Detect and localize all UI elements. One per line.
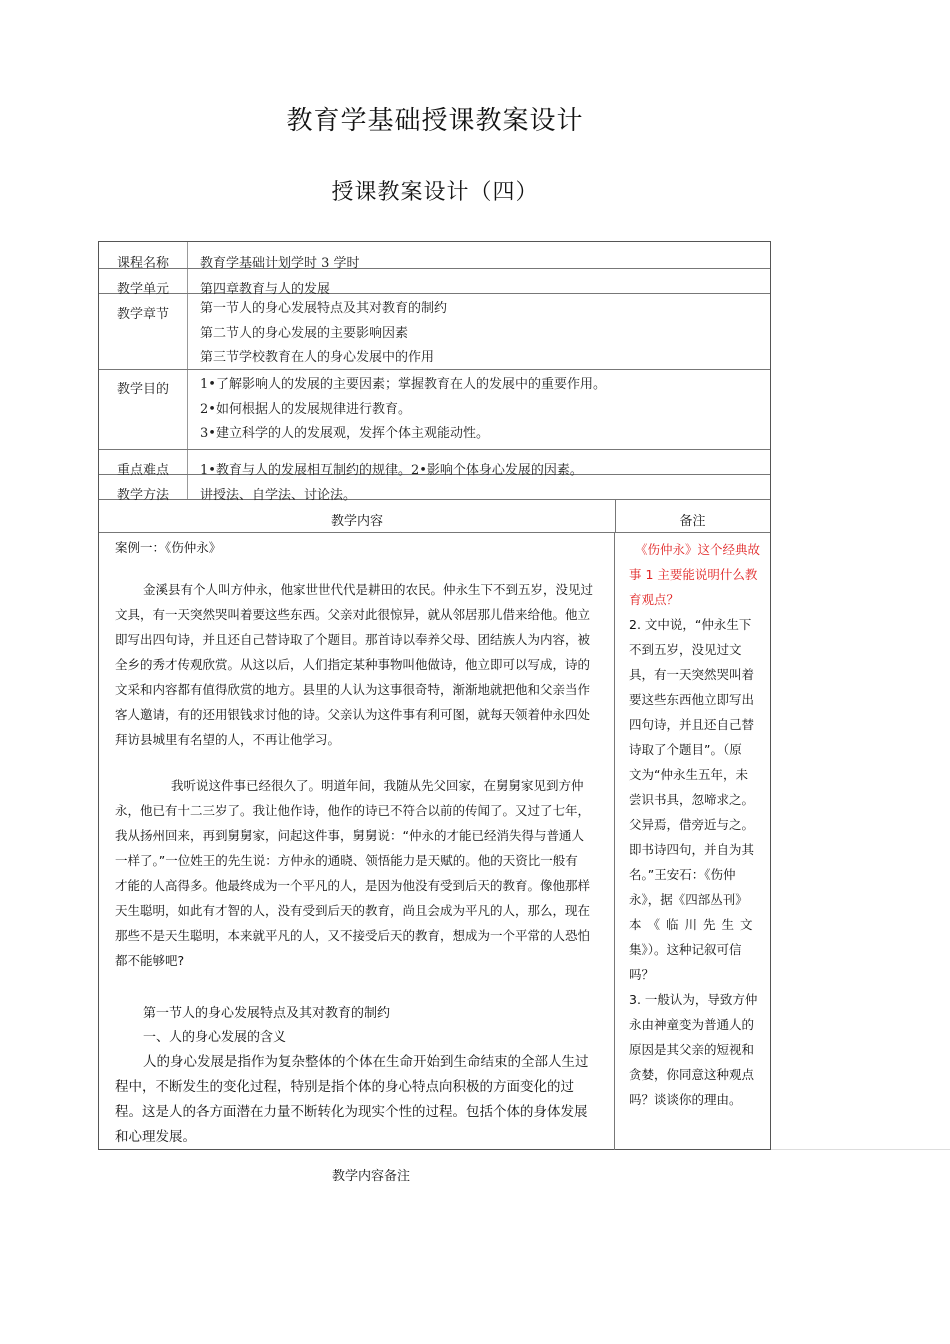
- text-line: 文具，有一天突然哭叫着要这些东西。父亲对此很惊异，就从邻居那儿借来给他。他立: [115, 607, 591, 622]
- row-label: 重点难点: [116, 463, 169, 478]
- note-line: 即书诗四句，并自为其: [629, 842, 755, 857]
- notes-text: [629, 537, 767, 1112]
- text-line: 金溪县有个人叫方仲永，他家世世代代是耕田的农民。仲永生下不到五岁，没见过: [143, 582, 594, 597]
- value-line: 教育学基础计划学时 3 学时: [200, 256, 360, 271]
- note-line: 诗取了个题目”。（原: [629, 742, 742, 757]
- row-label: 教学单元: [116, 282, 169, 297]
- case-title: 案例一：《伤仲永》: [115, 540, 222, 555]
- note-line: 吗？谈谈你的理由。: [629, 1092, 742, 1107]
- teaching-chapter-row: [99, 294, 770, 370]
- document-title: 教育学基础授课教案设计: [286, 106, 584, 136]
- text-line: 都不能够吧?: [115, 953, 185, 968]
- subsection-heading: 一、人的身心发展的含义: [143, 1030, 287, 1045]
- text-line: 文采和内容都有值得欣赏的地方。县里的人认为这事很奇特，渐渐地就把他和父亲当作: [115, 682, 591, 697]
- note-question-line: 育观点？: [629, 592, 680, 607]
- row-label: 教学章节: [116, 307, 169, 322]
- row-value: [200, 373, 606, 447]
- text-line: 我听说这件事已经很久了。明道年间，我随从先父回家，在舅舅家见到方仲: [171, 778, 584, 793]
- value-line: 3•建立科学的人的发展观，发挥个体主观能动性。: [200, 426, 489, 441]
- text-line: 永，他已有十二三岁了。我让他作诗，他作的诗已不符合以前的传闻了。又过了七年，: [115, 803, 591, 818]
- note-line: 永由神童变为普通人的: [629, 1017, 755, 1032]
- note-line: 文为“仲永生五年，未: [629, 767, 748, 782]
- row-label: 课程名称: [116, 256, 169, 271]
- text-line: 天生聪明，如此有才智的人，没有受到后天的教育，尚且会成为平凡的人，那么，现在: [115, 903, 591, 918]
- document-subtitle: 授课教案设计（四）: [331, 180, 539, 205]
- value-line: 第四章教育与人的发展: [200, 282, 331, 297]
- notes-cell: [615, 533, 770, 1150]
- note-line: 尝识书具，忽啼求之。: [629, 792, 755, 807]
- column-header-row: [99, 500, 770, 533]
- text-line: 程中，不断发生的变化过程，特别是指个体的身心特点向积极的方面变化的过: [115, 1079, 574, 1095]
- text-line: 一样了。”一位姓王的先生说：方仲永的通晓、领悟能力是天赋的。他的天资比一般有: [115, 853, 578, 868]
- note-line: 集》）。这种记叙可信: [629, 942, 742, 957]
- note-line: 永》，据《四部丛刊》: [629, 892, 748, 907]
- note-line: 名。”王安石：《伤仲: [629, 867, 736, 882]
- text-line: 即写出四句诗，并且还自己替诗取了个题目。那首诗以奉养父母、团结族人为内容，被: [115, 632, 591, 647]
- teaching-unit-row: [99, 269, 770, 297]
- key-difficulty-row: [99, 450, 770, 478]
- value-line: 1•了解影响人的发展的主要因素；掌握教育在人的发展中的重要作用。: [200, 377, 606, 392]
- text-line: 客人邀请，有的还用银钱求讨他的诗。父亲认为这件事有利可图，就每天领着仲永四处: [115, 707, 591, 722]
- lesson-plan-table: [98, 241, 771, 1150]
- note-line: 原因是其父亲的短视和: [629, 1042, 755, 1057]
- row-label: 教学方法: [116, 488, 169, 503]
- teaching-objective-row: [99, 370, 770, 450]
- case-paragraph-2: [115, 773, 610, 973]
- text-line: 那些不是天生聪明，本来就平凡的人，又不接受后天的教育，想成为一个平常的人恐怕: [115, 928, 591, 943]
- note-line: 3. 一般认为，导致方仲: [629, 992, 758, 1007]
- text-line: 拜访县城里有名望的人，不再让他学习。: [115, 732, 341, 747]
- course-name-row: [99, 242, 770, 269]
- teaching-content-cell: [99, 533, 615, 1150]
- note-line: 父异焉，借旁近与之。: [629, 817, 755, 832]
- definition-paragraph: [115, 1050, 610, 1150]
- note-line: 吗？: [629, 967, 655, 982]
- section-heading: 第一节人的身心发展特点及其对教育的制约: [143, 1006, 391, 1021]
- note-line: 具，有一天突然哭叫着: [629, 667, 755, 682]
- note-line: 贪婪，你同意这种观点: [629, 1067, 755, 1082]
- note-line: 2. 文中说，“仲永生下: [629, 617, 752, 632]
- teaching-method-row: [99, 475, 770, 503]
- value-line: 第二节人的身心发展的主要影响因素: [200, 325, 409, 341]
- text-line: 才能的人高得多。他最终成为一个平凡的人，是因为他没有受到后天的教育。像他那样: [115, 878, 591, 893]
- footer-label: 教学内容备注: [332, 1169, 411, 1184]
- text-line: 和心理发展。: [115, 1129, 196, 1145]
- text-line: 人的身心发展是指作为复杂整体的个体在生命开始到生命结束的全部人生过: [143, 1054, 589, 1070]
- value-line: 1•教育与人的发展相互制约的规律。2•影响个体身心发展的因素。: [200, 463, 583, 478]
- note-line: 要这些东西他立即写出: [629, 692, 755, 707]
- case-paragraph-1: [115, 577, 610, 752]
- value-line: 第一节人的身心发展特点及其对教育的制约: [200, 301, 448, 316]
- note-line: 四句诗，并且还自己替: [629, 717, 755, 732]
- note-line: 本《临川先生文: [629, 917, 759, 932]
- text-line: 我从扬州回来，再到舅舅家，问起这件事，舅舅说：“仲永的才能已经消失得与普通人: [115, 828, 584, 843]
- value-line: 讲授法、自学法、讨论法。: [200, 488, 357, 503]
- content-column-header: 教学内容: [330, 514, 383, 529]
- note-question-line: 事 1 主要能说明什么教: [629, 567, 758, 582]
- value-line: 第三节学校教育在人的身心发展中的作用: [200, 350, 435, 365]
- page-divider: [771, 1149, 950, 1150]
- note-question-line: 《伤仲永》这个经典故: [635, 542, 761, 557]
- text-line: 全乡的秀才传观欣赏。从这以后，人们指定某种事物叫他做诗，他立即可以写成，诗的: [115, 657, 591, 672]
- value-line: 2•如何根据人的发展规律进行教育。: [200, 401, 411, 417]
- row-label: 教学目的: [116, 382, 169, 397]
- row-value: [200, 297, 447, 371]
- text-line: 程。这是人的各方面潜在力量不断转化为现实个性的过程。包括个体的身体发展: [115, 1104, 588, 1120]
- note-line: 不到五岁，没见过文: [629, 642, 742, 657]
- notes-column-header: 备注: [679, 514, 706, 529]
